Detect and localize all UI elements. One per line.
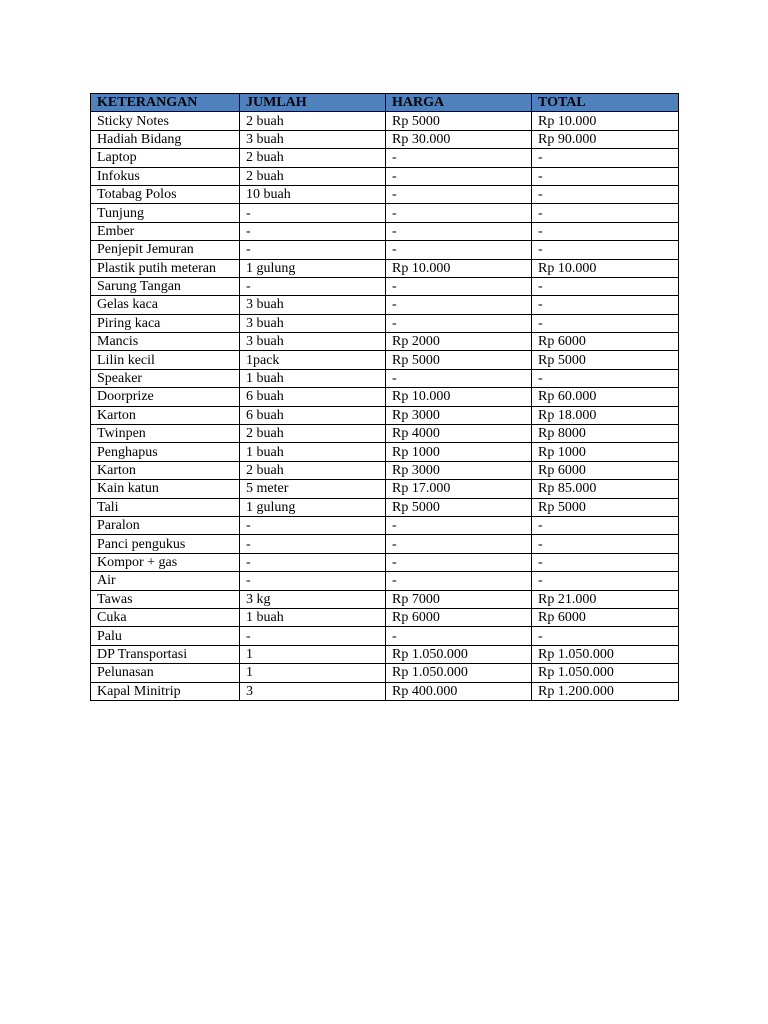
table-row xyxy=(91,388,679,406)
cell-jumlah: 1 buah xyxy=(240,443,386,461)
cell-jumlah: - xyxy=(240,553,386,571)
budget-table xyxy=(90,93,679,701)
cell-jumlah: 2 buah xyxy=(240,149,386,167)
cell-harga: - xyxy=(386,222,532,240)
table-row xyxy=(91,369,679,387)
cell-harga: Rp 1.050.000 xyxy=(386,664,532,682)
cell-total: Rp 90.000 xyxy=(532,130,679,148)
cell-total: Rp 21.000 xyxy=(532,590,679,608)
table-row xyxy=(91,241,679,259)
cell-total: - xyxy=(532,204,679,222)
cell-total: - xyxy=(532,222,679,240)
cell-keterangan: Gelas kaca xyxy=(91,296,240,314)
cell-harga: - xyxy=(386,369,532,387)
table-row xyxy=(91,645,679,663)
table-header-row xyxy=(91,94,679,112)
cell-jumlah: 1 gulung xyxy=(240,498,386,516)
cell-total: - xyxy=(532,277,679,295)
cell-jumlah: 3 buah xyxy=(240,314,386,332)
table-row xyxy=(91,627,679,645)
cell-jumlah: - xyxy=(240,572,386,590)
cell-total: - xyxy=(532,185,679,203)
cell-harga: - xyxy=(386,535,532,553)
cell-keterangan: Laptop xyxy=(91,149,240,167)
cell-keterangan: Penjepit Jemuran xyxy=(91,241,240,259)
cell-total: Rp 1.200.000 xyxy=(532,682,679,700)
cell-keterangan: Kain katun xyxy=(91,480,240,498)
table-row xyxy=(91,498,679,516)
cell-jumlah: 6 buah xyxy=(240,388,386,406)
cell-harga: - xyxy=(386,149,532,167)
cell-keterangan: Pelunasan xyxy=(91,664,240,682)
cell-keterangan: Kapal Minitrip xyxy=(91,682,240,700)
table-row xyxy=(91,664,679,682)
cell-jumlah: 3 buah xyxy=(240,130,386,148)
cell-total: Rp 10.000 xyxy=(532,112,679,130)
column-header-keterangan: KETERANGAN xyxy=(91,94,240,112)
table-row xyxy=(91,480,679,498)
cell-harga: - xyxy=(386,314,532,332)
table-body xyxy=(91,112,679,701)
table-row xyxy=(91,277,679,295)
cell-total: - xyxy=(532,241,679,259)
cell-keterangan: Cuka xyxy=(91,608,240,626)
cell-total: Rp 6000 xyxy=(532,333,679,351)
table-row xyxy=(91,333,679,351)
cell-harga: Rp 30.000 xyxy=(386,130,532,148)
cell-jumlah: 1pack xyxy=(240,351,386,369)
cell-harga: Rp 17.000 xyxy=(386,480,532,498)
table-row xyxy=(91,351,679,369)
cell-total: Rp 6000 xyxy=(532,461,679,479)
cell-keterangan: Totabag Polos xyxy=(91,185,240,203)
cell-harga: Rp 2000 xyxy=(386,333,532,351)
cell-harga: - xyxy=(386,185,532,203)
cell-jumlah: 2 buah xyxy=(240,167,386,185)
cell-harga: Rp 5000 xyxy=(386,498,532,516)
cell-total: - xyxy=(532,572,679,590)
cell-harga: Rp 3000 xyxy=(386,461,532,479)
cell-jumlah: - xyxy=(240,516,386,534)
column-header-jumlah: JUMLAH xyxy=(240,94,386,112)
cell-total: Rp 85.000 xyxy=(532,480,679,498)
cell-keterangan: Sarung Tangan xyxy=(91,277,240,295)
column-header-total: TOTAL xyxy=(532,94,679,112)
cell-jumlah: 2 buah xyxy=(240,461,386,479)
cell-jumlah: 3 buah xyxy=(240,296,386,314)
cell-harga: - xyxy=(386,277,532,295)
cell-total: Rp 10.000 xyxy=(532,259,679,277)
table-row xyxy=(91,461,679,479)
cell-jumlah: - xyxy=(240,627,386,645)
cell-total: - xyxy=(532,627,679,645)
cell-harga: Rp 6000 xyxy=(386,608,532,626)
cell-harga: - xyxy=(386,516,532,534)
cell-keterangan: Mancis xyxy=(91,333,240,351)
cell-harga: Rp 10.000 xyxy=(386,388,532,406)
cell-total: - xyxy=(532,167,679,185)
cell-jumlah: 3 kg xyxy=(240,590,386,608)
cell-jumlah: 2 buah xyxy=(240,112,386,130)
cell-harga: - xyxy=(386,167,532,185)
column-header-harga: HARGA xyxy=(386,94,532,112)
cell-jumlah: 3 buah xyxy=(240,333,386,351)
table-row xyxy=(91,443,679,461)
table-row xyxy=(91,149,679,167)
cell-harga: - xyxy=(386,241,532,259)
table-row xyxy=(91,222,679,240)
table-row xyxy=(91,406,679,424)
cell-total: - xyxy=(532,553,679,571)
table-row xyxy=(91,204,679,222)
cell-harga: Rp 4000 xyxy=(386,425,532,443)
table-row xyxy=(91,130,679,148)
cell-harga: Rp 3000 xyxy=(386,406,532,424)
cell-keterangan: Speaker xyxy=(91,369,240,387)
cell-keterangan: Doorprize xyxy=(91,388,240,406)
cell-harga: Rp 5000 xyxy=(386,112,532,130)
cell-total: - xyxy=(532,296,679,314)
cell-keterangan: Tali xyxy=(91,498,240,516)
cell-keterangan: Lilin kecil xyxy=(91,351,240,369)
cell-keterangan: Karton xyxy=(91,406,240,424)
cell-harga: - xyxy=(386,627,532,645)
cell-keterangan: Infokus xyxy=(91,167,240,185)
table-row xyxy=(91,259,679,277)
cell-jumlah: 1 xyxy=(240,645,386,663)
cell-keterangan: Ember xyxy=(91,222,240,240)
cell-harga: Rp 1000 xyxy=(386,443,532,461)
cell-harga: - xyxy=(386,296,532,314)
cell-total: - xyxy=(532,516,679,534)
cell-jumlah: 3 xyxy=(240,682,386,700)
cell-total: Rp 6000 xyxy=(532,608,679,626)
cell-keterangan: Paralon xyxy=(91,516,240,534)
cell-harga: Rp 1.050.000 xyxy=(386,645,532,663)
cell-jumlah: - xyxy=(240,535,386,553)
cell-jumlah: - xyxy=(240,277,386,295)
cell-keterangan: Twinpen xyxy=(91,425,240,443)
cell-keterangan: Hadiah Bidang xyxy=(91,130,240,148)
table-row xyxy=(91,112,679,130)
table-row xyxy=(91,590,679,608)
cell-total: Rp 1.050.000 xyxy=(532,664,679,682)
cell-total: Rp 18.000 xyxy=(532,406,679,424)
cell-keterangan: Panci pengukus xyxy=(91,535,240,553)
cell-total: Rp 5000 xyxy=(532,351,679,369)
cell-keterangan: Sticky Notes xyxy=(91,112,240,130)
cell-keterangan: Kompor + gas xyxy=(91,553,240,571)
cell-keterangan: Air xyxy=(91,572,240,590)
cell-total: - xyxy=(532,149,679,167)
cell-harga: Rp 400.000 xyxy=(386,682,532,700)
cell-jumlah: 1 buah xyxy=(240,608,386,626)
cell-jumlah: - xyxy=(240,204,386,222)
cell-total: - xyxy=(532,369,679,387)
table-row xyxy=(91,516,679,534)
table-row xyxy=(91,553,679,571)
table-row xyxy=(91,425,679,443)
cell-jumlah: - xyxy=(240,222,386,240)
cell-keterangan: Karton xyxy=(91,461,240,479)
cell-keterangan: Plastik putih meteran xyxy=(91,259,240,277)
table-row xyxy=(91,608,679,626)
cell-harga: - xyxy=(386,204,532,222)
cell-jumlah: 10 buah xyxy=(240,185,386,203)
cell-harga: - xyxy=(386,572,532,590)
cell-keterangan: DP Transportasi xyxy=(91,645,240,663)
cell-total: - xyxy=(532,535,679,553)
cell-keterangan: Tawas xyxy=(91,590,240,608)
cell-total: Rp 1.050.000 xyxy=(532,645,679,663)
cell-jumlah: 5 meter xyxy=(240,480,386,498)
table-row xyxy=(91,185,679,203)
table-row xyxy=(91,167,679,185)
table-row xyxy=(91,296,679,314)
cell-jumlah: 1 buah xyxy=(240,369,386,387)
cell-harga: Rp 5000 xyxy=(386,351,532,369)
cell-harga: - xyxy=(386,553,532,571)
cell-harga: Rp 7000 xyxy=(386,590,532,608)
cell-total: Rp 5000 xyxy=(532,498,679,516)
cell-harga: Rp 10.000 xyxy=(386,259,532,277)
cell-keterangan: Piring kaca xyxy=(91,314,240,332)
cell-keterangan: Penghapus xyxy=(91,443,240,461)
table-row xyxy=(91,314,679,332)
table-row xyxy=(91,572,679,590)
table-row xyxy=(91,682,679,700)
table-row xyxy=(91,535,679,553)
cell-jumlah: 1 gulung xyxy=(240,259,386,277)
cell-jumlah: 2 buah xyxy=(240,425,386,443)
cell-keterangan: Palu xyxy=(91,627,240,645)
cell-total: - xyxy=(532,314,679,332)
cell-total: Rp 1000 xyxy=(532,443,679,461)
cell-keterangan: Tunjung xyxy=(91,204,240,222)
cell-total: Rp 8000 xyxy=(532,425,679,443)
cell-jumlah: - xyxy=(240,241,386,259)
cell-jumlah: 1 xyxy=(240,664,386,682)
cell-total: Rp 60.000 xyxy=(532,388,679,406)
cell-jumlah: 6 buah xyxy=(240,406,386,424)
